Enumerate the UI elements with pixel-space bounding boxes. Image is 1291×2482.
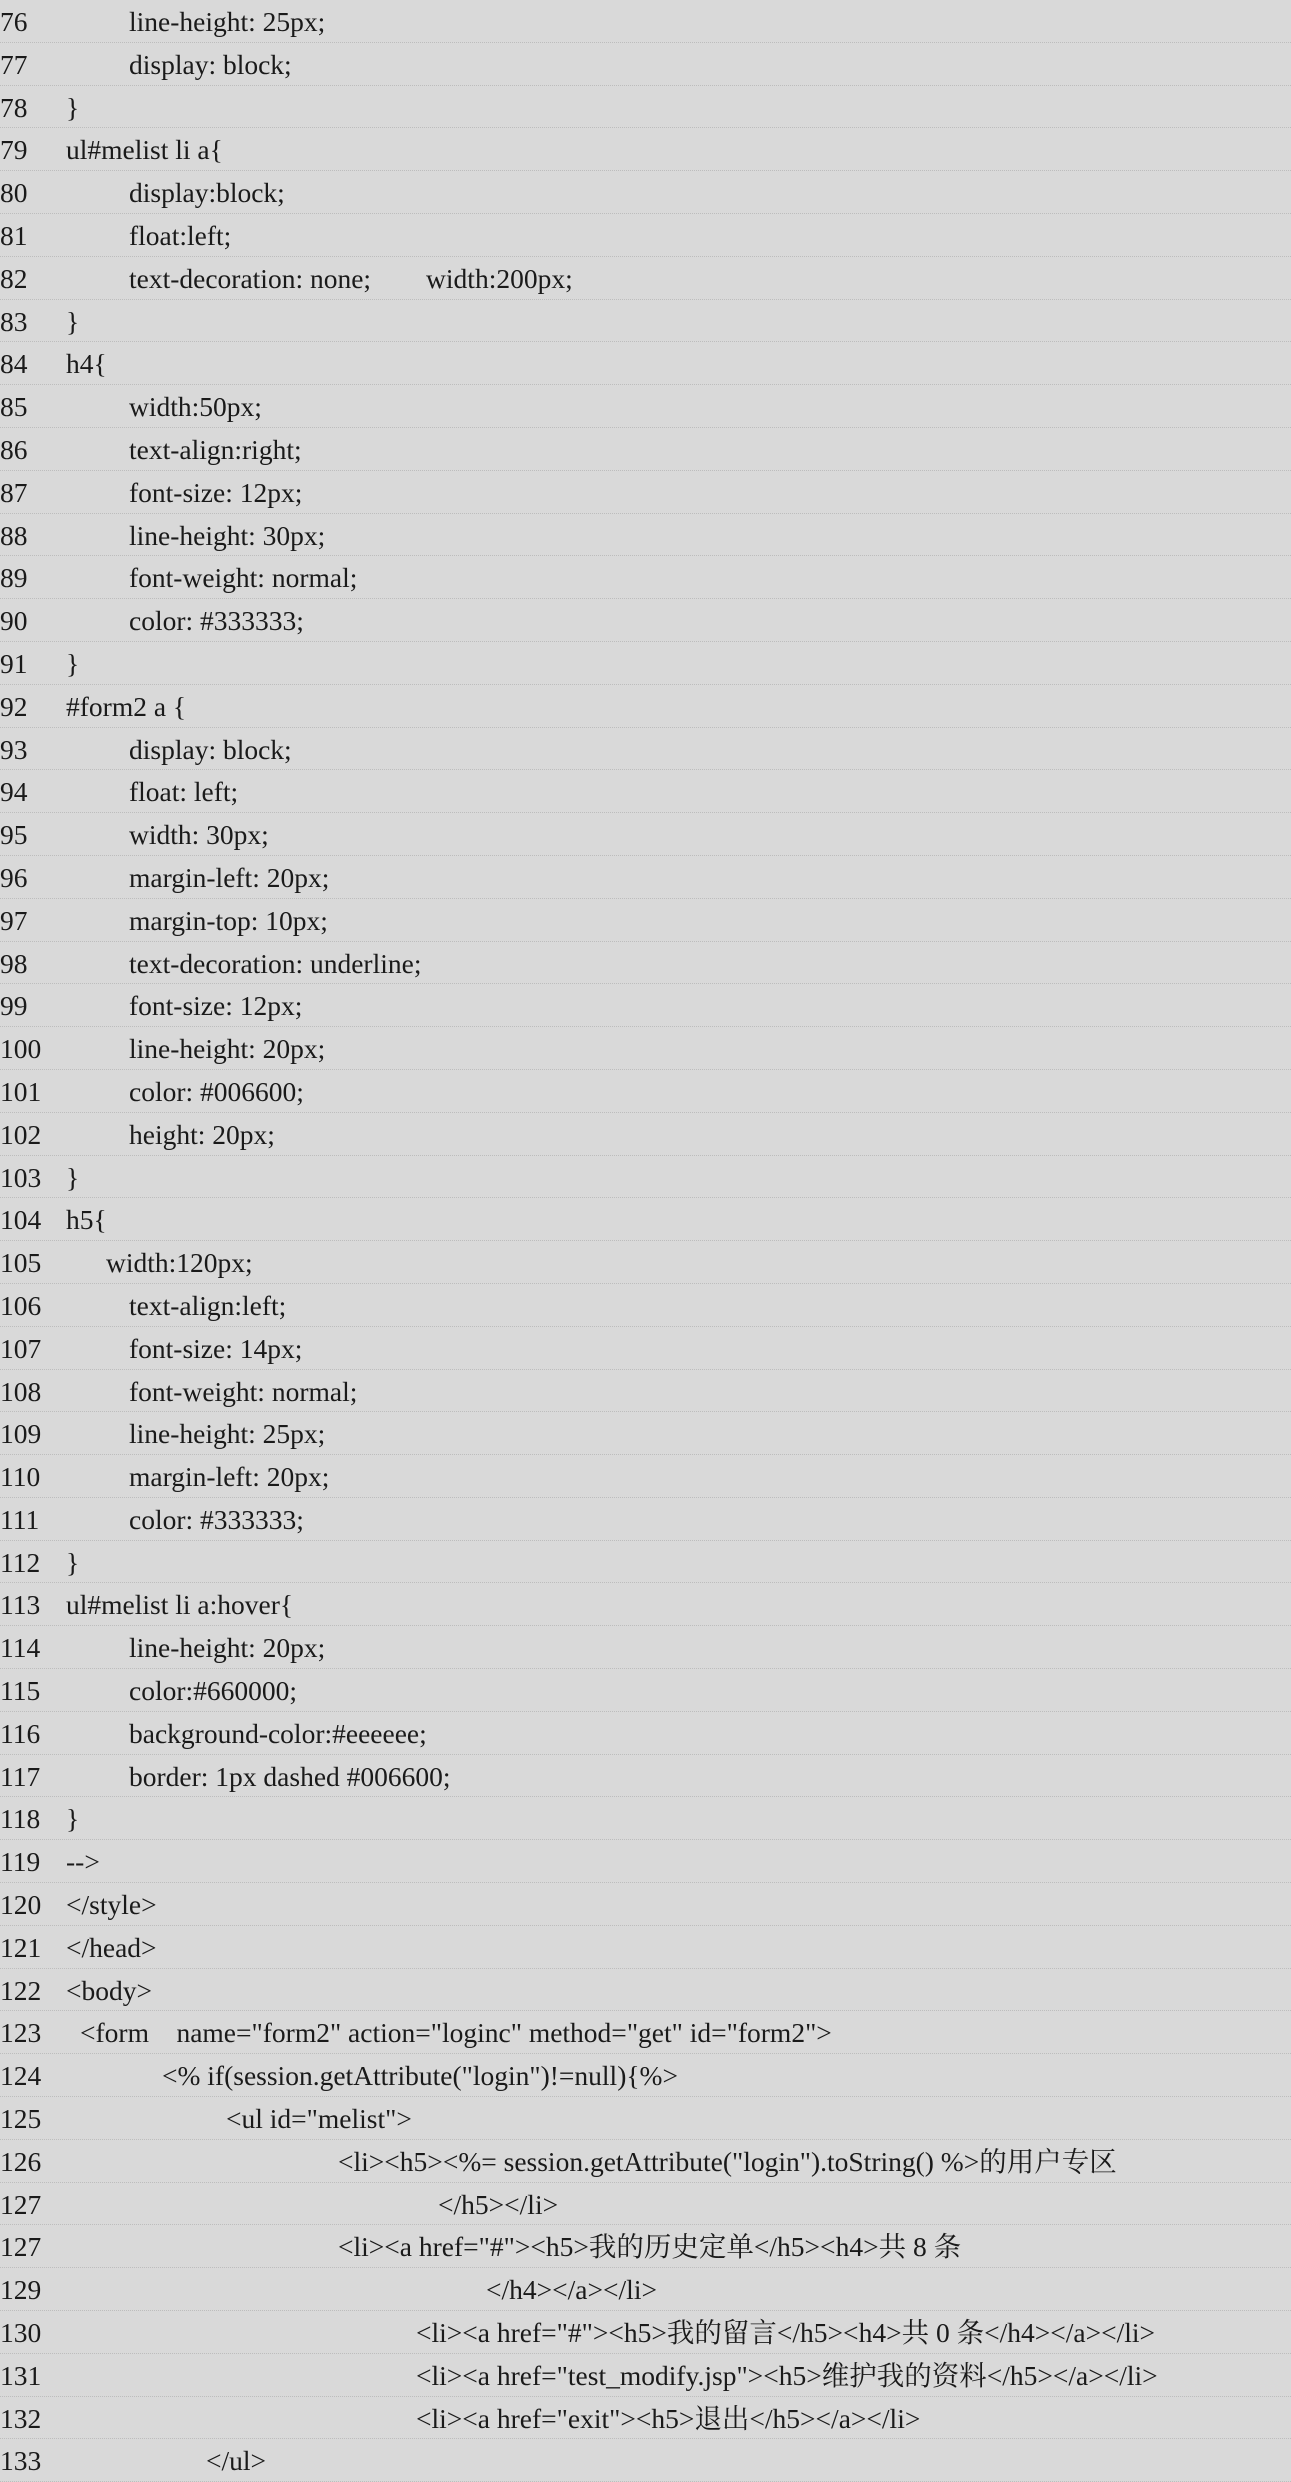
line-number: 103 xyxy=(0,1161,42,1193)
code-line-76 xyxy=(0,0,1291,43)
line-number: 95 xyxy=(0,819,28,851)
line-number: 105 xyxy=(0,1247,42,1279)
line-text: </head> xyxy=(66,1931,157,1963)
line-text: display: block; xyxy=(129,733,292,765)
line-text: line-height: 30px; xyxy=(129,519,326,551)
code-line-103 xyxy=(0,1156,1291,1199)
line-text: ul#melist li a{ xyxy=(66,134,223,166)
line-number: 93 xyxy=(0,733,28,765)
code-line-131 xyxy=(0,2354,1291,2397)
code-line-89 xyxy=(0,556,1291,599)
code-line-119 xyxy=(0,1840,1291,1883)
line-text: font-size: 12px; xyxy=(129,476,303,508)
line-text: h5{ xyxy=(66,1204,107,1236)
line-text: <ul id="melist"> xyxy=(226,2103,412,2135)
code-line-127a xyxy=(0,2183,1291,2226)
line-number: 97 xyxy=(0,904,28,936)
line-text: height: 20px; xyxy=(129,1118,275,1150)
line-text: line-height: 20px; xyxy=(129,1632,326,1664)
line-number: 98 xyxy=(0,947,28,979)
line-number: 109 xyxy=(0,1418,42,1450)
line-number: 117 xyxy=(0,1760,41,1792)
code-line-99 xyxy=(0,984,1291,1027)
line-number: 126 xyxy=(0,2145,42,2177)
code-line-121 xyxy=(0,1926,1291,1969)
line-number: 77 xyxy=(0,48,28,80)
line-text: text-align:left; xyxy=(129,1289,287,1321)
code-line-111 xyxy=(0,1498,1291,1541)
code-line-120 xyxy=(0,1883,1291,1926)
line-number: 119 xyxy=(0,1846,41,1878)
code-line-98 xyxy=(0,942,1291,985)
line-number: 91 xyxy=(0,647,28,679)
line-text: } xyxy=(66,91,80,123)
line-number: 82 xyxy=(0,262,28,294)
line-number: 118 xyxy=(0,1803,41,1835)
code-line-81 xyxy=(0,214,1291,257)
code-line-94 xyxy=(0,770,1291,813)
line-number: 92 xyxy=(0,690,28,722)
code-line-86 xyxy=(0,428,1291,471)
line-number: 111 xyxy=(0,1503,40,1535)
code-line-97 xyxy=(0,899,1291,942)
code-line-87 xyxy=(0,471,1291,514)
line-text: h4{ xyxy=(66,348,107,380)
line-text: line-height: 25px; xyxy=(129,1418,326,1450)
code-line-104 xyxy=(0,1198,1291,1241)
line-number: 113 xyxy=(0,1589,41,1621)
code-line-85 xyxy=(0,385,1291,428)
code-line-123 xyxy=(0,2011,1291,2054)
code-line-100 xyxy=(0,1027,1291,1070)
line-number: 114 xyxy=(0,1632,41,1664)
code-line-122 xyxy=(0,1969,1291,2012)
line-text: font-weight: normal; xyxy=(129,1375,358,1407)
line-number: 133 xyxy=(0,2445,42,2477)
line-number: 121 xyxy=(0,1931,42,1963)
line-text: line-height: 20px; xyxy=(129,1033,326,1065)
line-number: 96 xyxy=(0,861,28,893)
line-number: 112 xyxy=(0,1546,41,1578)
code-line-83 xyxy=(0,300,1291,343)
code-line-88 xyxy=(0,514,1291,557)
line-number: 90 xyxy=(0,605,28,637)
line-number: 94 xyxy=(0,776,28,808)
line-text: </ul> xyxy=(206,2445,267,2477)
line-text: margin-left: 20px; xyxy=(129,1461,330,1493)
line-text: line-height: 25px; xyxy=(129,6,326,37)
code-line-113 xyxy=(0,1583,1291,1626)
line-text: <li><a href="#"><h5>我的历史定单</h5><h4>共 8 条 xyxy=(338,2231,962,2263)
code-line-126 xyxy=(0,2140,1291,2183)
line-number: 88 xyxy=(0,519,28,551)
code-line-82 xyxy=(0,257,1291,300)
line-number: 100 xyxy=(0,1033,42,1065)
line-text: margin-left: 20px; xyxy=(129,861,330,893)
line-text: width:120px; xyxy=(106,1247,253,1279)
code-line-96 xyxy=(0,856,1291,899)
line-number: 99 xyxy=(0,990,28,1022)
line-text: } xyxy=(66,1161,80,1193)
line-text: <form name="form2" action="loginc" method="get" id="form2"> xyxy=(80,2017,832,2049)
line-number: 110 xyxy=(0,1461,41,1493)
line-number: 127 xyxy=(0,2231,42,2263)
line-text: font-weight: normal; xyxy=(129,562,358,594)
code-line-106 xyxy=(0,1284,1291,1327)
line-number: 89 xyxy=(0,562,28,594)
code-line-132 xyxy=(0,2397,1291,2440)
code-line-114 xyxy=(0,1626,1291,1669)
code-line-110 xyxy=(0,1455,1291,1498)
code-line-109 xyxy=(0,1412,1291,1455)
line-text: #form2 a { xyxy=(66,690,187,722)
code-line-93 xyxy=(0,728,1291,771)
line-text: width:50px; xyxy=(129,391,262,423)
line-number: 101 xyxy=(0,1075,42,1107)
code-line-77 xyxy=(0,43,1291,86)
line-number: 115 xyxy=(0,1675,41,1707)
line-text: width: 30px; xyxy=(129,819,269,851)
line-number: 83 xyxy=(0,305,28,337)
line-text: color:#660000; xyxy=(129,1675,298,1707)
line-number: 79 xyxy=(0,134,28,166)
line-text: text-decoration: underline; xyxy=(129,947,422,979)
code-line-115 xyxy=(0,1669,1291,1712)
line-number: 84 xyxy=(0,348,28,380)
line-number: 102 xyxy=(0,1118,42,1150)
line-text: color: #006600; xyxy=(129,1075,304,1107)
line-text: ul#melist li a:hover{ xyxy=(66,1589,294,1621)
line-text: border: 1px dashed #006600; xyxy=(129,1760,451,1792)
line-text: <li><a href="#"><h5>我的留言</h5><h4>共 0 条</h4></a></li> xyxy=(416,2317,1156,2349)
code-line-79 xyxy=(0,128,1291,171)
code-line-90 xyxy=(0,599,1291,642)
code-line-107 xyxy=(0,1327,1291,1370)
code-line-92 xyxy=(0,685,1291,728)
line-number: 108 xyxy=(0,1375,42,1407)
line-text: <li><a href="exit"><h5>退出</h5></a></li> xyxy=(416,2402,921,2434)
line-text: color: #333333; xyxy=(129,1503,304,1535)
line-text: } xyxy=(66,1803,80,1835)
line-text: font-size: 14px; xyxy=(129,1332,303,1364)
code-line-95 xyxy=(0,813,1291,856)
line-text: <li><a href="test_modify.jsp"><h5>维护我的资料</h5></a></li> xyxy=(416,2359,1158,2391)
line-text: <% if(session.getAttribute("login")!=null){%> xyxy=(162,2060,678,2092)
line-text: </h5></li> xyxy=(438,2188,559,2220)
line-text: float:left; xyxy=(129,219,232,251)
line-number: 104 xyxy=(0,1204,42,1236)
line-number: 132 xyxy=(0,2402,42,2434)
code-line-108 xyxy=(0,1370,1291,1413)
line-text: text-align:right; xyxy=(129,433,302,465)
line-number: 87 xyxy=(0,476,28,508)
line-number: 85 xyxy=(0,391,28,423)
line-number: 124 xyxy=(0,2060,42,2092)
code-line-102 xyxy=(0,1113,1291,1156)
code-line-129 xyxy=(0,2268,1291,2311)
line-text: <body> xyxy=(66,1974,153,2006)
line-text: <li><h5><%= session.getAttribute("login").toString() %>的用户专区 xyxy=(338,2145,1117,2177)
code-line-84 xyxy=(0,342,1291,385)
line-number: 80 xyxy=(0,177,28,209)
line-text: float: left; xyxy=(129,776,239,808)
code-line-116 xyxy=(0,1712,1291,1755)
line-number: 130 xyxy=(0,2317,42,2349)
code-line-130 xyxy=(0,2311,1291,2354)
line-number: 125 xyxy=(0,2103,42,2135)
line-number: 86 xyxy=(0,433,28,465)
code-line-133 xyxy=(0,2439,1291,2482)
line-text: background-color:#eeeeee; xyxy=(129,1717,427,1749)
code-line-127b xyxy=(0,2225,1291,2268)
line-number: 129 xyxy=(0,2274,42,2306)
line-number: 78 xyxy=(0,91,28,123)
line-text: text-decoration: none; width:200px; xyxy=(129,262,573,294)
line-text: color: #333333; xyxy=(129,605,304,637)
line-number: 131 xyxy=(0,2359,42,2391)
code-line-117 xyxy=(0,1755,1291,1798)
line-text: margin-top: 10px; xyxy=(129,904,328,936)
line-text: display: block; xyxy=(129,48,292,80)
code-line-118 xyxy=(0,1797,1291,1840)
line-text: </h4></a></li> xyxy=(486,2274,657,2306)
line-number: 123 xyxy=(0,2017,42,2049)
line-text: font-size: 12px; xyxy=(129,990,303,1022)
line-text: display:block; xyxy=(129,177,285,209)
line-number: 116 xyxy=(0,1717,41,1749)
line-number: 127 xyxy=(0,2188,42,2220)
code-line-78 xyxy=(0,86,1291,129)
line-text: } xyxy=(66,647,80,679)
code-line-91 xyxy=(0,642,1291,685)
code-line-112 xyxy=(0,1541,1291,1584)
code-line-80 xyxy=(0,171,1291,214)
line-number: 122 xyxy=(0,1974,42,2006)
line-text: } xyxy=(66,305,80,337)
code-line-105 xyxy=(0,1241,1291,1284)
line-number: 81 xyxy=(0,219,28,251)
line-number: 76 xyxy=(0,6,28,37)
code-line-101 xyxy=(0,1070,1291,1113)
line-text: </style> xyxy=(66,1889,157,1921)
line-text: } xyxy=(66,1546,80,1578)
code-line-125 xyxy=(0,2097,1291,2140)
code-line-124 xyxy=(0,2054,1291,2097)
line-number: 107 xyxy=(0,1332,42,1364)
line-number: 120 xyxy=(0,1889,42,1921)
line-number: 106 xyxy=(0,1289,42,1321)
line-text: --> xyxy=(66,1846,100,1878)
